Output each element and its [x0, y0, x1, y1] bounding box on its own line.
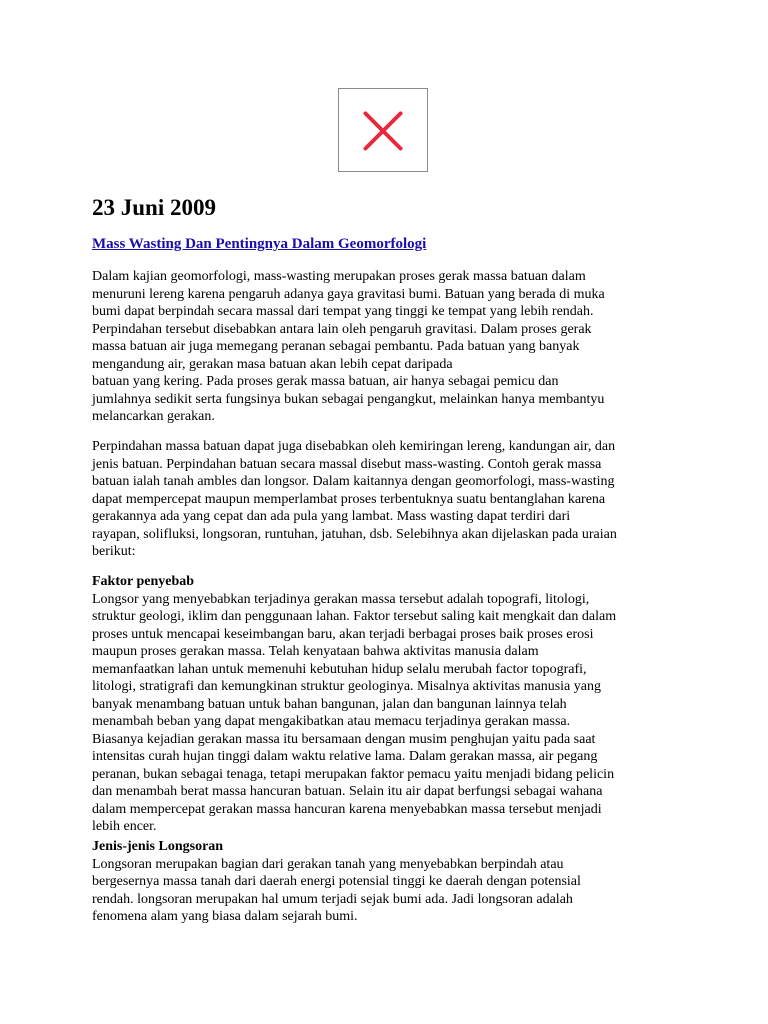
paragraph-line: menuruni lereng karena pengaruh adanya gaya gravitasi bumi. Batuan yang berada di muka — [92, 286, 605, 302]
post-date-heading: 23 Juni 2009 — [92, 195, 216, 220]
paragraph-line: jenis batuan. Perpindahan batuan secara massal disebut mass-wasting. Contoh gerak massa — [92, 456, 602, 472]
paragraph-line: lebih encer. — [92, 819, 157, 834]
paragraph-line: menambah beban yang dapat mengakibatkan atau memacu terjadinya gerakan massa. — [92, 714, 571, 729]
section-jenis-longsoran — [92, 838, 581, 926]
paragraph-line: massa batuan air juga memegang peranan sebagai pembantu. Pada batuan yang banyak — [92, 339, 580, 354]
paragraph-line: maupun proses gerakan massa. Telah kenyataan bahwa aktivitas manusia dalam — [92, 644, 539, 659]
paragraph-line: struktur geologi, iklim dan penggunaan lahan. Faktor tersebut saling kait mengkait dan dalam — [92, 609, 617, 624]
paragraph-line: peranan, bukan sebagai tenaga, tetapi merupakan faktor pemacu yaitu menjadi bidang pelicin — [92, 766, 615, 782]
paragraph-line: banyak menambang batuan untuk bahan bangunan, jalan dan bangunan lainnya telah — [92, 696, 567, 712]
paragraph-line: melancarkan gerakan. — [92, 409, 215, 424]
paragraph-line: rayapan, solifluksi, longsoran, runtuhan, jatuhan, dsb. Selebihnya akan dijelaskan pada uraian — [92, 526, 617, 542]
paragraph-line: dalam mempercepat gerakan massa hancuran karena menyebabkan massa tersebut menjadi — [92, 801, 602, 817]
paragraph-line: berikut: — [92, 544, 136, 559]
paragraph-line: Perpindahan massa batuan dapat juga disebabkan oleh kemiringan lereng, kandungan air, dan — [92, 439, 616, 454]
post-title-link[interactable]: Mass Wasting Dan Pentingnya Dalam Geomorfologi — [92, 236, 427, 252]
paragraph-line: jumlahnya sedikit serta fungsinya bukan sebagai pengangkut, melainkan hanya membantyu — [92, 391, 605, 407]
paragraph-line: litologi, stratigrafi dan kemungkinan struktur geologinya. Misalnya aktivitas manusia yang — [92, 679, 601, 694]
section-faktor-penyebab — [92, 573, 616, 836]
paragraph-line: memanfaatkan lahan untuk memenuhi kebutuhan hidup selalu merubah factor topografi, — [92, 661, 587, 677]
paragraph-line: Dalam kajian geomorfologi, mass-wasting merupakan proses gerak massa batuan dalam — [92, 269, 586, 284]
paragraph-line: Biasanya kejadian gerakan massa itu bersamaan dengan musim penghujan yaitu pada saat — [92, 731, 596, 747]
paragraph-line: bumi dapat berpindah secara massal dari tempat yang tinggi ke tempat yang lebih rendah. — [92, 304, 594, 319]
paragraph-line: Perpindahan tersebut disebabkan antara lain oleh pengaruh gravitasi. Dalam proses gerak — [92, 321, 592, 337]
section-heading: Jenis-jenis Longsoran — [92, 839, 224, 854]
paragraph-line: rendah. longsoran merupakan hal umum terjadi sejak bumi ada. Jadi longsoran adalah — [92, 891, 573, 907]
paragraph-line: bergesernya massa tanah dari daerah energi potensial tinggi ke daerah dengan potensial — [92, 874, 581, 889]
paragraph-line: mengandung air, gerakan masa batuan akan lebih cepat daripada — [92, 356, 453, 372]
paragraph-line: gerakannya ada yang cepat dan ada pula yang lambat. Mass wasting dapat terdiri dari — [92, 509, 571, 524]
broken-image-placeholder — [338, 88, 428, 172]
paragraph-line: batuan ialah tanah ambles dan longsor. Dalam kaitannya dengan geomorfologi, mass-wasting — [92, 474, 615, 489]
paragraph-1 — [92, 268, 605, 426]
paragraph-line: Longsoran merupakan bagian dari gerakan tanah yang menyebabkan berpindah atau — [92, 856, 564, 872]
section-heading: Faktor penyebab — [92, 574, 195, 589]
paragraph-line: intensitas curah hujan tinggi dalam waktu relative lama. Dalam gerakan massa, air pegang — [92, 749, 598, 764]
paragraph-line: dapat mempercepat maupun memperlambat proses terbentuknya suatu bentanglahan karena — [92, 491, 606, 507]
paragraph-line: fenomena alam yang biasa dalam sejarah bumi. — [92, 909, 358, 924]
paragraph-line: Longsor yang menyebabkan terjadinya gerakan massa tersebut adalah topografi, litologi, — [92, 591, 590, 607]
paragraph-2 — [92, 438, 617, 561]
broken-image-x-icon — [339, 89, 427, 171]
paragraph-line: dan menambah berat massa hancuran batuan. Selain itu air dapat berfungsi sebagai wahana — [92, 784, 603, 799]
paragraph-line: proses untuk mencapai keseimbangan baru, akan terjadi berbagai proses baik proses erosi — [92, 626, 594, 642]
paragraph-line: batuan yang kering. Pada proses gerak massa batuan, air hanya sebagai pemicu dan — [92, 374, 559, 389]
